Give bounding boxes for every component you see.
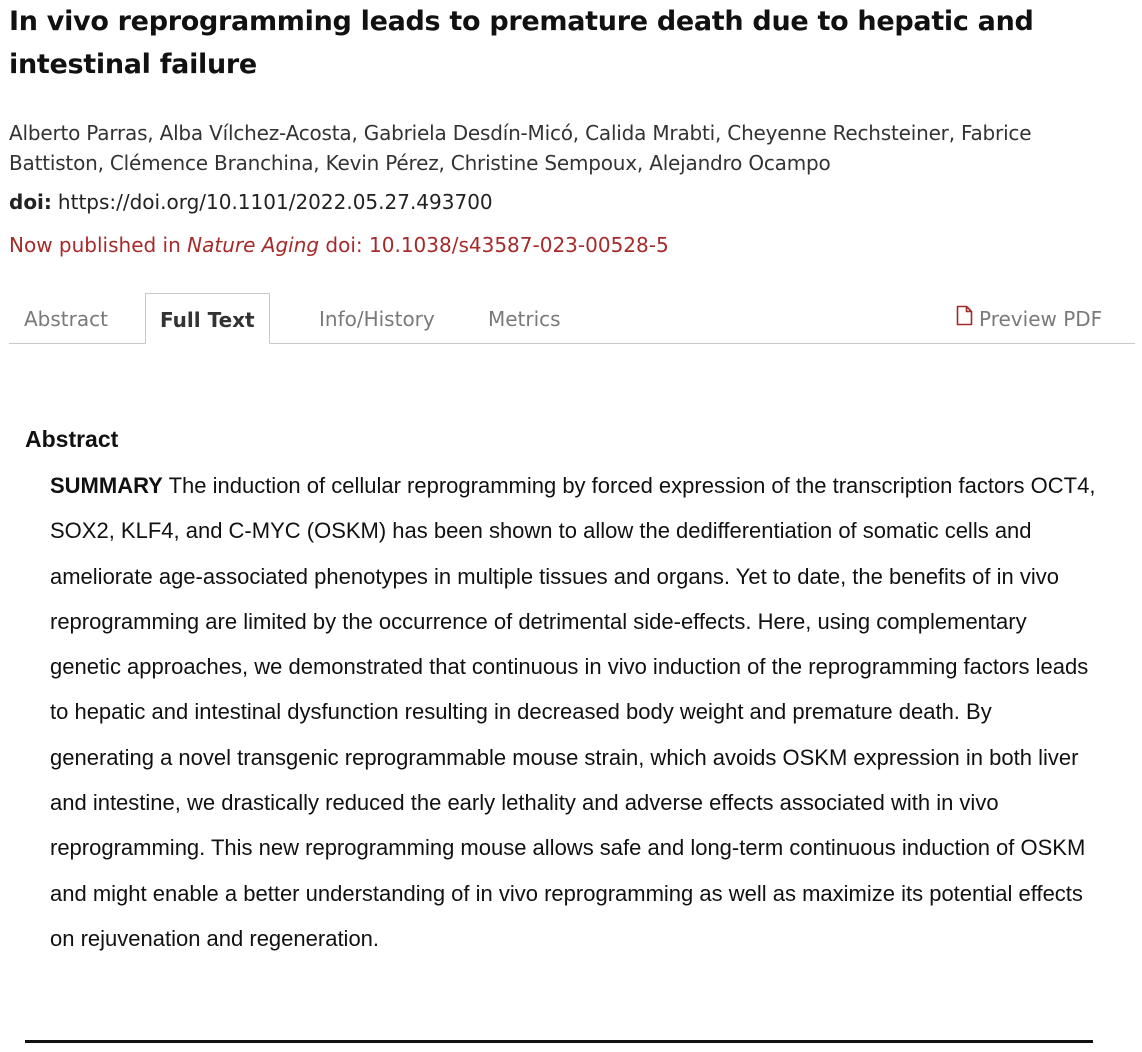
file-icon — [956, 293, 973, 345]
published-prefix: Now published in — [9, 233, 188, 257]
doi-link[interactable]: https://doi.org/10.1101/2022.05.27.493700 — [57, 190, 493, 214]
tab-metrics[interactable]: Metrics — [488, 307, 561, 331]
summary-label: SUMMARY — [50, 473, 163, 498]
published-doi: doi: 10.1038/s43587-023-00528-5 — [319, 233, 669, 257]
doi-line — [9, 187, 493, 217]
published-journal: Nature Aging — [187, 233, 320, 257]
tab-full-text[interactable]: Full Text — [145, 293, 270, 345]
published-notice[interactable] — [9, 230, 669, 260]
article-title: In vivo reprogramming leads to premature death due to hepatic and intestinal failure — [9, 6, 1034, 80]
tab-abstract[interactable]: Abstract — [24, 307, 108, 331]
section-divider — [25, 1040, 1093, 1043]
abstract-summary-body: The induction of cellular reprogramming by forced expression of the transcription factors OCT4, SOX2, KLF4, and C-MYC (OSKM) has been shown to allow the dedifferentiation of somatic cells and ameliorate age-associated phenotypes in multiple tissues and organs. Yet to date, the benefits of in vivo reprogramming are limited by the occurrence of detrimental side-effects. Here, using complementary genetic approaches, we demonstrated that continuous in vivo induction of the reprogramming factors leads to hepatic and intestinal dysfunction resulting in decreased body weight and premature death. By generating a novel transgenic reprogrammable mouse strain, which avoids OSKM expression in both liver and intestine, we drastically reduced the early lethality and adverse effects associated with in vivo reprogramming. This new reprogramming mouse allows safe and long-term continuous induction of OSKM and might enable a better understanding of in vivo reprogramming as well as maximize its potential effects on rejuvenation and regeneration. — [50, 473, 1096, 951]
abstract-text — [50, 463, 1098, 961]
article-tabs — [9, 293, 1135, 344]
tab-info-history[interactable]: Info/History — [319, 307, 435, 331]
abstract-heading: Abstract — [25, 426, 119, 453]
preview-pdf-button[interactable] — [956, 293, 1102, 342]
preview-pdf-label: Preview PDF — [979, 307, 1103, 331]
doi-label: doi: — [9, 190, 52, 214]
author-list: Alberto Parras, Alba Vílchez-Acosta, Gabriela Desdín-Micó, Calida Mrabti, Cheyenne Rechsteiner, Fabrice Battiston, Clémence Branchina, Kevin Pérez, Christine Sempoux, Alejandro Ocampo — [9, 121, 1032, 175]
